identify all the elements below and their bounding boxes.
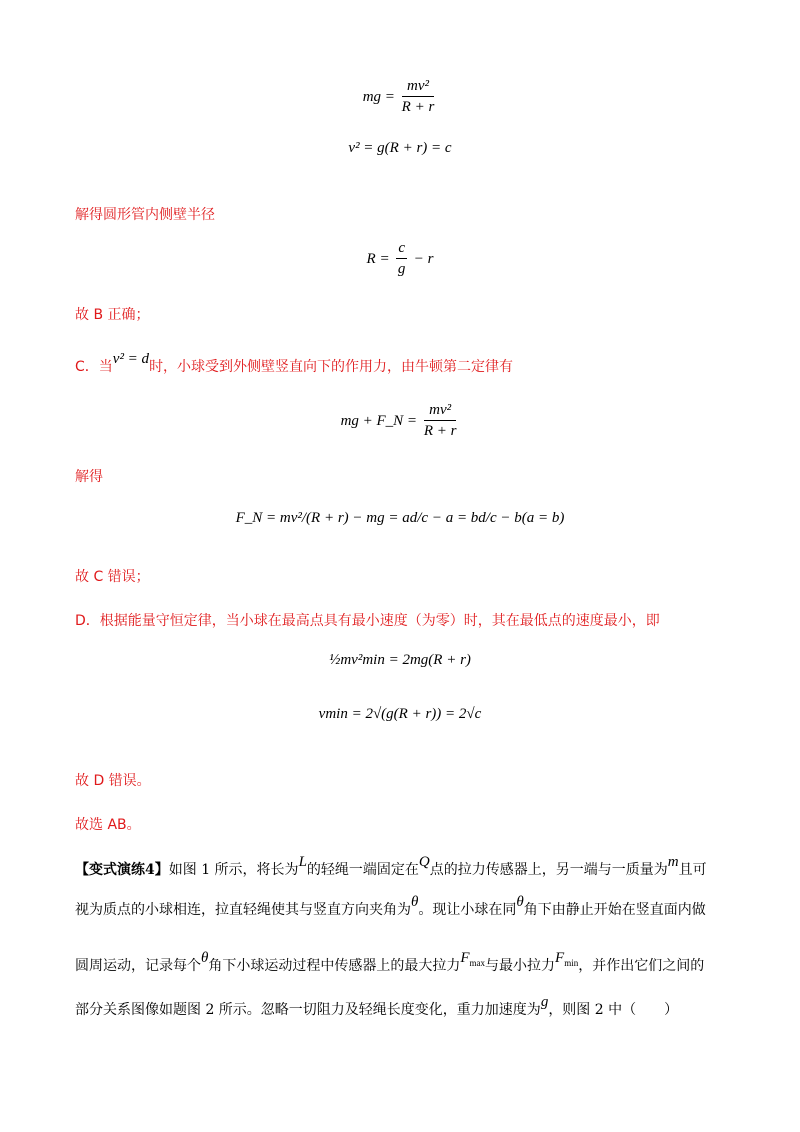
problem-text: ，则图 2 中（ ）: [548, 1002, 679, 1018]
eq1-denominator: R + r: [401, 99, 435, 115]
problem-line-3: [75, 950, 725, 981]
eq1-lhs: mg =: [362, 88, 395, 105]
problem-line-1: [75, 854, 725, 880]
var-Q: Q: [418, 854, 430, 870]
equation-1: [0, 78, 800, 116]
text-b-correct: 故 B 正确；: [75, 307, 150, 323]
option-c-prefix: C．当: [75, 359, 113, 375]
Fmax-subscript: max: [469, 958, 486, 968]
eq3-numerator: c: [396, 240, 407, 259]
problem-text: 与最小拉力: [485, 958, 556, 974]
problem-line-2: [75, 894, 725, 920]
Fmax-symbol: F: [460, 950, 470, 966]
Fmin-symbol: F: [555, 950, 565, 966]
equation-2: v² = g(R + r) = c: [348, 140, 452, 156]
eq4-fraction: [424, 402, 457, 440]
problem-text: 圆周运动，记录每个: [75, 958, 201, 974]
problem-text: 视为质点的小球相连，拉直轻绳使其与竖直方向夹角为: [75, 902, 411, 918]
problem-text: 点的拉力传感器上，另一端与一质量为: [429, 862, 668, 878]
option-d-text: D．根据能量守恒定律，当小球在最高点具有最小速度（为零）时，其在最低点的速度最小，即: [75, 613, 660, 629]
eq4-denominator: R + r: [423, 423, 457, 439]
option-c-suffix: 时，小球受到外侧壁竖直向下的作用力，由牛顿第二定律有: [149, 359, 514, 375]
problem-line-4: [75, 994, 725, 1020]
var-theta: θ: [411, 894, 419, 910]
eq4-lhs: mg + F_N =: [340, 412, 418, 429]
Fmin-subscript: min: [564, 958, 579, 968]
option-c-math: v² = d: [112, 351, 150, 367]
text-d-wrong: 故 D 错误。: [75, 773, 151, 789]
eq4-numerator: mv²: [424, 402, 457, 421]
text-c-wrong: 故 C 错误；: [75, 569, 150, 585]
text-solve-radius: 解得圆形管内侧壁半径: [75, 207, 215, 223]
var-g: g: [540, 994, 549, 1010]
var-theta: θ: [516, 894, 524, 910]
eq3-fraction: [396, 240, 407, 278]
problem-text: 角下由静止开始在竖直面内做: [523, 902, 706, 918]
problem-text: 部分关系图像如题图 2 所示。忽略一切阻力及轻绳长度变化，重力加速度为: [75, 1002, 541, 1018]
eq3-rhs: − r: [413, 250, 434, 267]
equation-6: ½mv²min = 2mg(R + r): [329, 652, 471, 668]
equation-7: vmin = 2√(g(R + r)) = 2√c: [318, 706, 482, 722]
var-L: L: [298, 854, 307, 870]
var-Fmax: [460, 950, 485, 966]
eq1-numerator: mv²: [402, 78, 435, 97]
equation-5: F_N = mv²/(R + r) − mg = ad/c − a = bd/c − b(a = b): [235, 510, 565, 526]
var-m: m: [667, 854, 679, 870]
equation-3: [0, 240, 800, 278]
eq3-denominator: g: [397, 261, 406, 277]
text-choose-ab: 故选 AB。: [75, 817, 141, 833]
problem-text: ，并作出它们之间的: [578, 958, 705, 974]
eq3-lhs: R =: [366, 250, 390, 267]
equation-4: [0, 402, 800, 440]
eq1-fraction: [402, 78, 435, 116]
problem-label: 【变式演练4】: [75, 862, 169, 878]
problem-text: 且可: [678, 862, 707, 878]
problem-text: 如图 1 所示，将长为: [168, 862, 299, 878]
var-theta: θ: [201, 950, 209, 966]
problem-text: 的轻绳一端固定在: [306, 862, 419, 878]
option-c-text: [75, 351, 514, 376]
var-Fmin: [555, 950, 578, 966]
problem-text: 角下小球运动过程中传感器上的最大拉力: [208, 958, 461, 974]
text-solve: 解得: [75, 469, 103, 485]
problem-text: 。现让小球在同: [418, 902, 517, 918]
